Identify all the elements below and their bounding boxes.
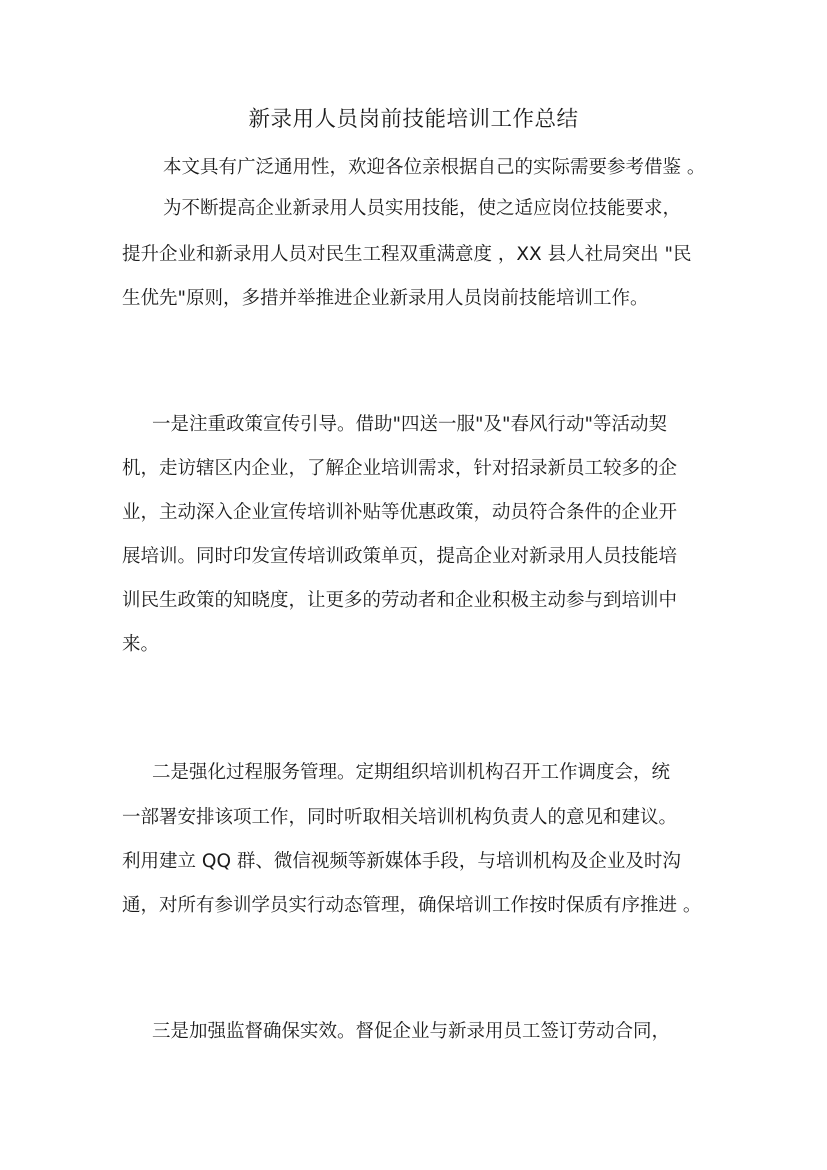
intro-text: 本文具有广泛通用性，欢迎各位亲根据自己的实际需要参考借鉴 。 (163, 157, 706, 178)
paragraph-line: 三是加强监督确保实效。督促企业与新录用员工签订劳动合同， (152, 1021, 671, 1042)
paragraph-line: 生优先"原则，多措并举推进企业新录用人员岗前技能培训工作。 (122, 288, 649, 309)
paragraph-line: 来。 (122, 634, 160, 655)
paragraph-line: 展培训。同时印发宣传培训政策单页，提高企业对新录用人员技能培 (122, 546, 678, 567)
paragraph-line: 二是强化过程服务管理。定期组织培训机构召开工作调度会，统 (152, 762, 671, 783)
paragraph-line: 一是注重政策宣传引导。借助"四送一服"及"春风行动"等活动契 (152, 414, 668, 435)
paragraph-line: 业，主动深入企业宣传培训补贴等优惠政策，动员符合条件的企业开 (122, 502, 678, 523)
paragraph-line: 为不断提高企业新录用人员实用技能，使之适应岗位技能要求， (163, 198, 682, 219)
paragraph-line: 一部署安排该项工作，同时听取相关培训机构负责人的意见和建议。 (122, 807, 678, 828)
paragraph-line: 提升企业和新录用人员对民生工程双重满意度 ，XX 县人社局突出 "民 (122, 244, 692, 265)
paragraph-line: 通，对所有参训学员实行动态管理，确保培训工作按时保质有序推进 。 (122, 895, 702, 916)
paragraph-line: 训民生政策的知晓度，让更多的劳动者和企业积极主动参与到培训中 (122, 590, 678, 611)
paragraph-line: 机，走访辖区内企业，了解企业培训需求，针对招录新员工较多的企 (122, 458, 678, 479)
paragraph-line: 利用建立 QQ 群、微信视频等新媒体手段，与培训机构及企业及时沟 (122, 851, 681, 872)
document-title: 新录用人员岗前技能培训工作总结 (248, 107, 579, 132)
